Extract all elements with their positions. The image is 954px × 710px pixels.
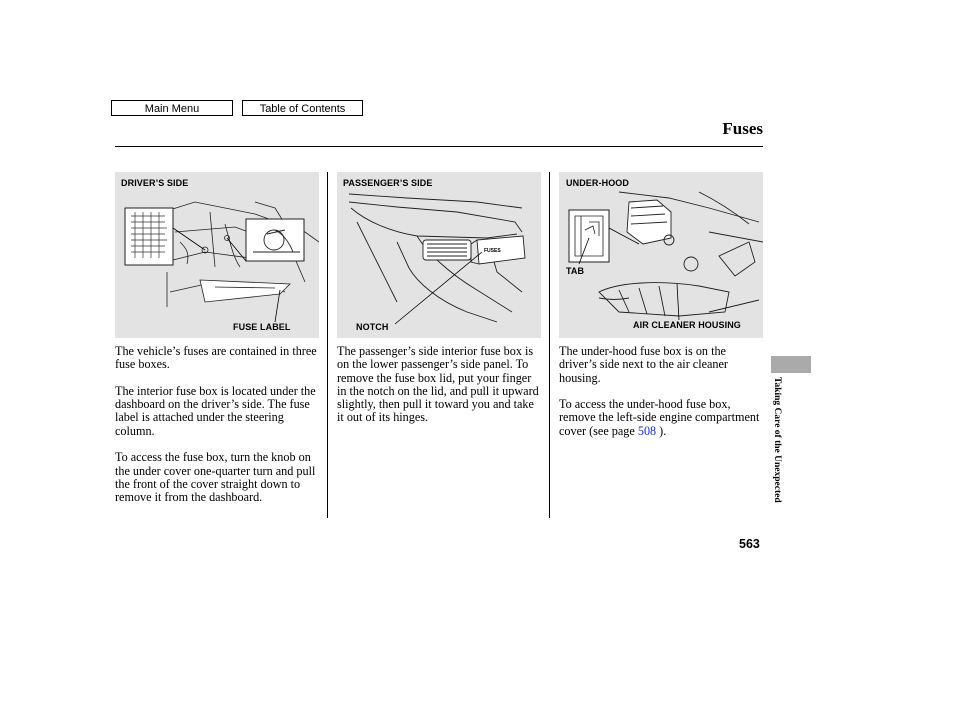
- paragraph: The interior fuse box is located under the dashboard on the driver’s side. The fuse label is attached under the steering column.: [115, 383, 316, 438]
- text-column-3: [559, 345, 764, 451]
- air-cleaner-housing-callout: AIR CLEANER HOUSING: [633, 320, 741, 330]
- paragraph: To access the fuse box, turn the knob on the under cover one-quarter turn and pull the front of the cover straight down to remove it from the dashboard.: [115, 450, 316, 505]
- drivers-side-figure: [115, 172, 319, 338]
- paragraph: The vehicle’s fuses are contained in three fuse boxes.: [115, 344, 317, 372]
- paragraph-text: ).: [656, 423, 667, 438]
- passengers-side-illustration: [337, 172, 541, 338]
- main-menu-button[interactable]: Main Menu: [111, 100, 233, 116]
- text-column-2: [337, 345, 542, 438]
- fuse-label-callout: FUSE LABEL: [233, 322, 291, 332]
- figure-heading: DRIVER’S SIDE: [121, 178, 189, 188]
- title-divider: [115, 146, 763, 147]
- under-hood-figure: [559, 172, 763, 338]
- page-508-link[interactable]: 508: [637, 423, 657, 438]
- tab-callout: TAB: [566, 266, 585, 276]
- column-divider: [327, 172, 328, 518]
- drivers-side-illustration: [115, 172, 319, 338]
- passengers-side-figure: [337, 172, 541, 338]
- page-title: Fuses: [722, 119, 763, 138]
- figure-heading: UNDER-HOOD: [566, 178, 629, 188]
- figure-heading: PASSENGER’S SIDE: [343, 178, 433, 188]
- column-divider: [549, 172, 550, 518]
- under-hood-illustration: [559, 172, 763, 338]
- notch-callout: NOTCH: [356, 322, 389, 332]
- paragraph: The under-hood fuse box is on the driver’s side next to the air cleaner housing.: [559, 344, 728, 385]
- section-tab-marker: [771, 356, 811, 373]
- text-column-1: [115, 345, 320, 518]
- page-number: 563: [739, 537, 760, 551]
- fuses-lid-text: FUSES: [484, 248, 501, 254]
- table-of-contents-button[interactable]: Table of Contents: [242, 100, 363, 116]
- paragraph: The passenger’s side interior fuse box is on the lower passenger’s side panel. To remove the fuse box lid, put your finger in the notch on the lid, and pull it upward slightly, then pull it toward you and take it out of its hinges.: [337, 344, 539, 425]
- section-tab-label: Taking Care of the Unexpected: [772, 377, 782, 503]
- paragraph: [559, 398, 764, 438]
- paragraph-text: To access the under-hood fuse box, remove the left-side engine compartment cover (see page: [559, 397, 760, 438]
